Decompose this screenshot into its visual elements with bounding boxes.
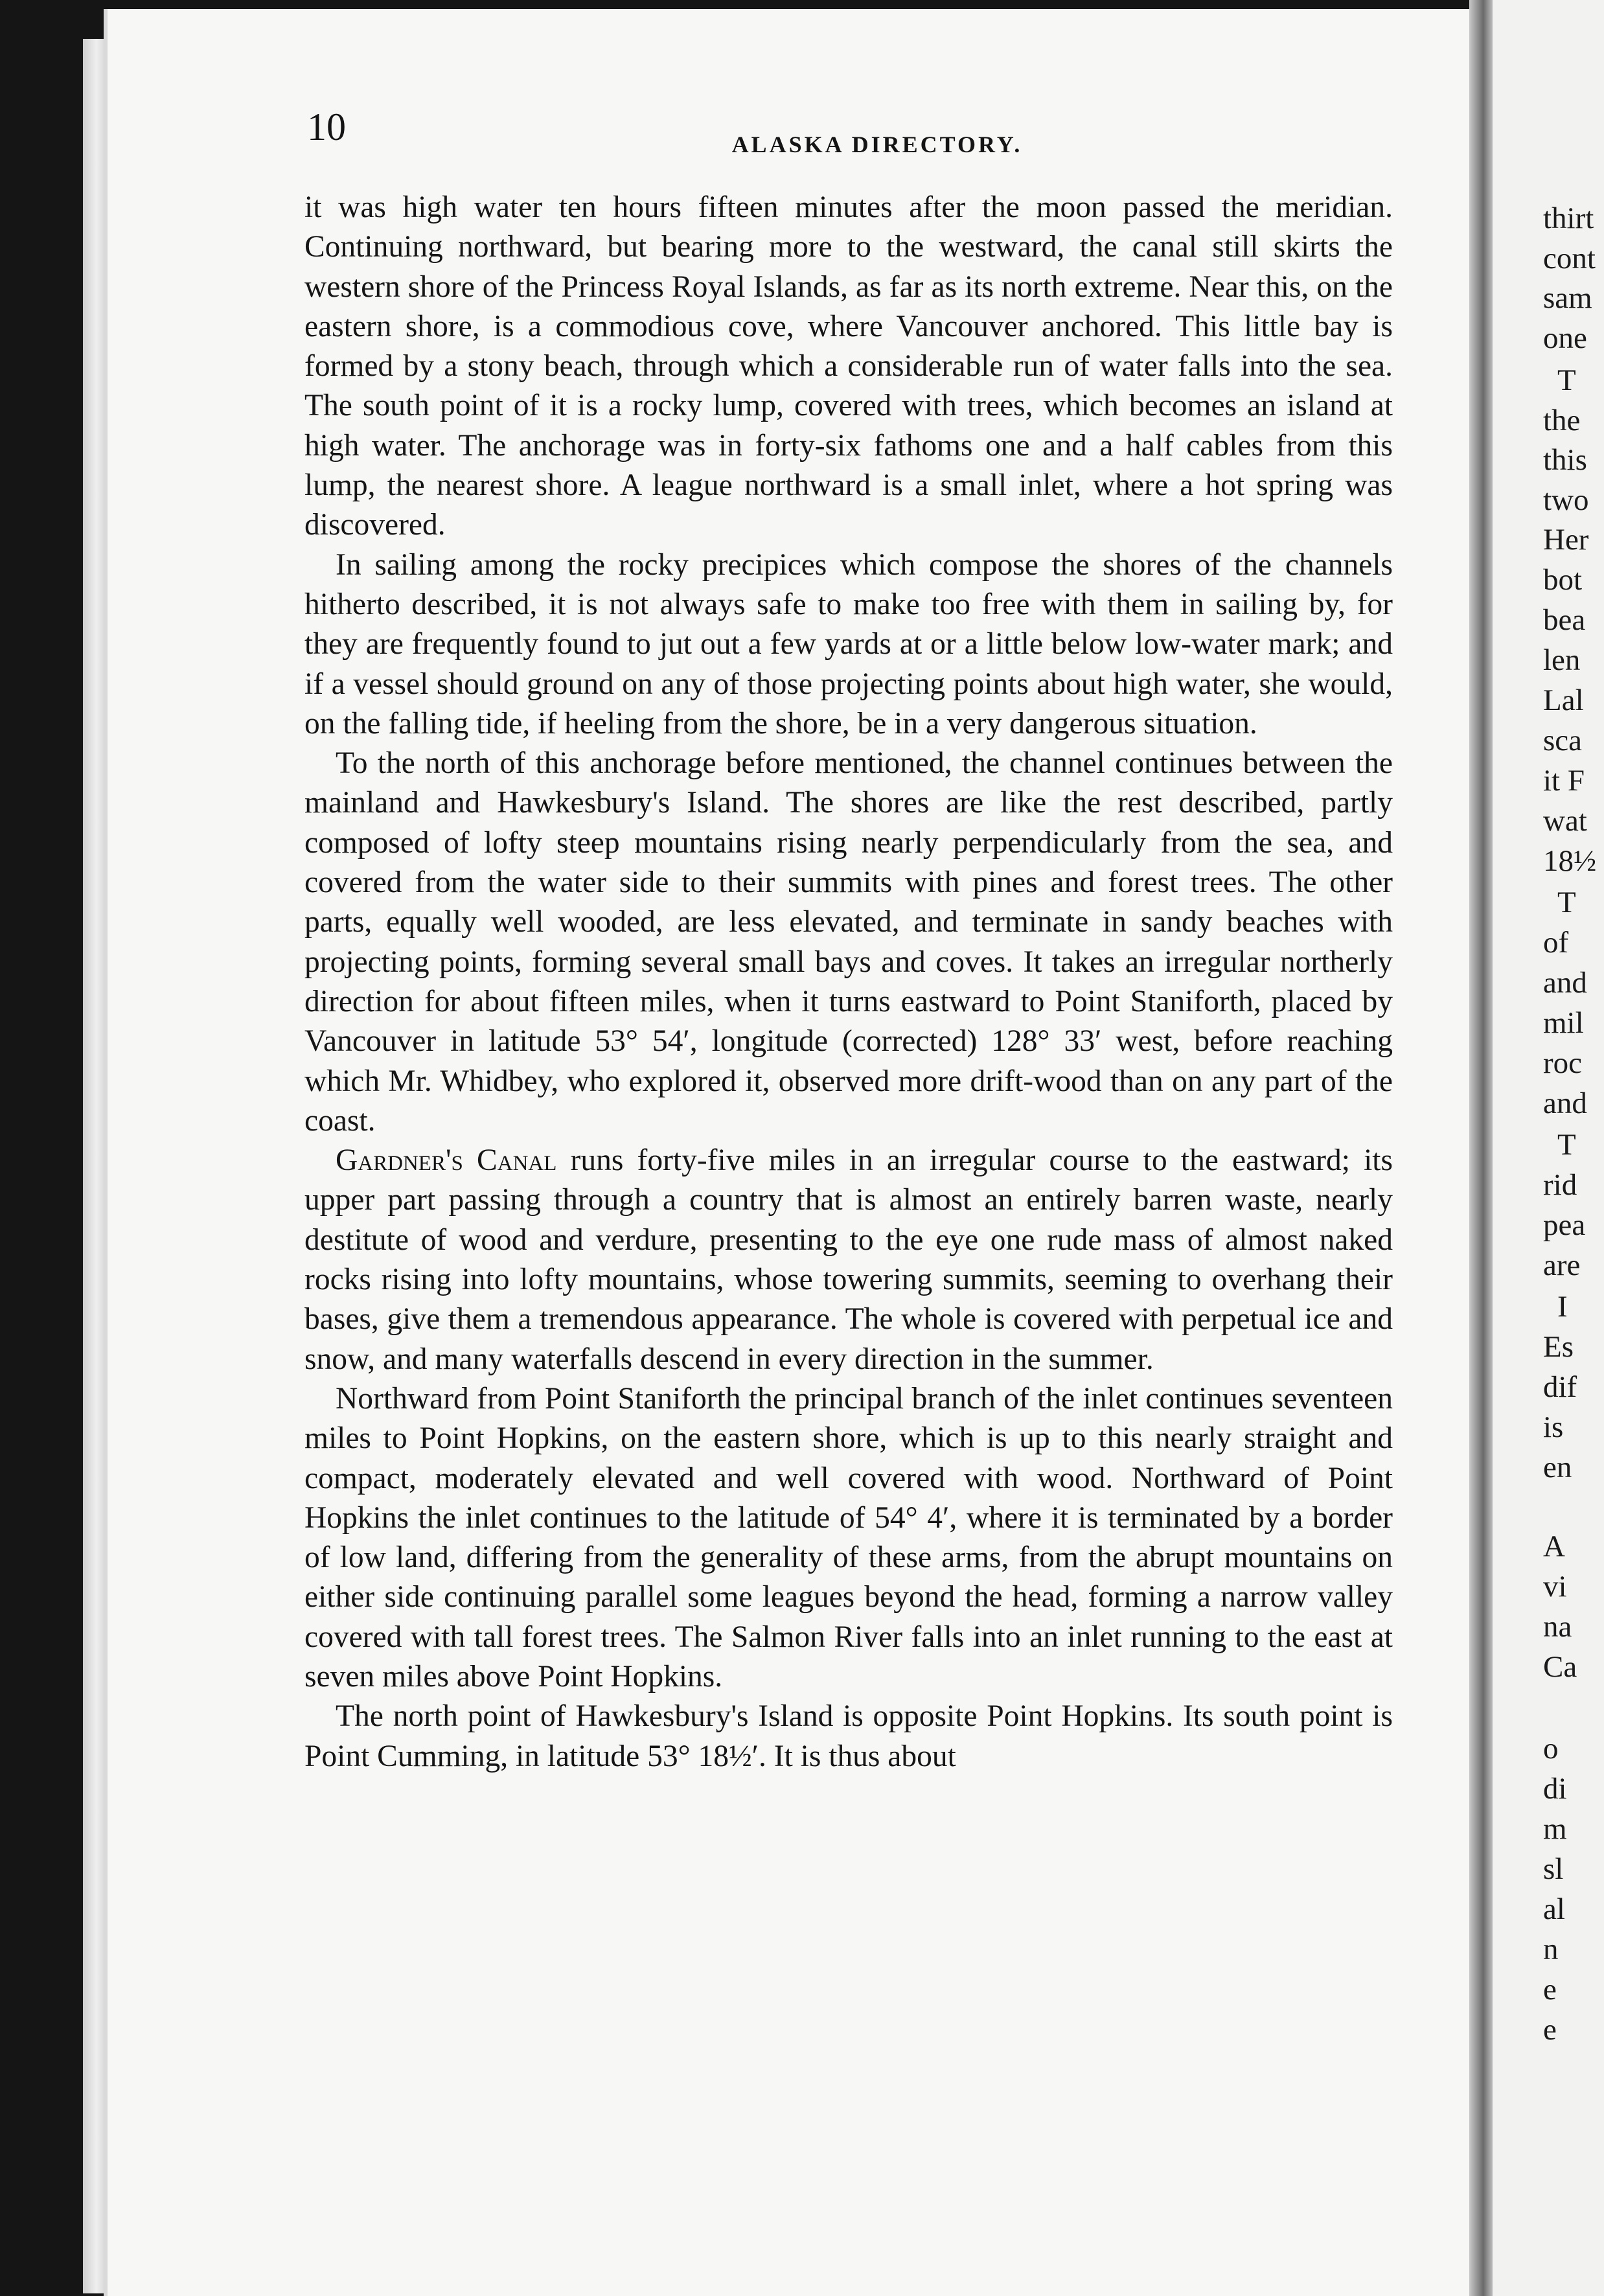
paragraph: it was high water ten hours fifteen minutes after the moon passed the meridian. Continuing northward, but bearing more to the westward, the canal still skirts the western shore of the Princess Royal Islands, as far as its north extreme. Near this, on the eastern shore, is a commodious cove, where Vancouver anchored. This little bay is formed by a stony beach, through which a considerable run of water falls into the sea. The south point of it is a rocky lump, covered with trees, which becomes an island at high water. The anchorage was in forty-six fathoms one and a half cables from this lump, the nearest shore. A league northward is a small inlet, where a hot spring was discovered. — [304, 190, 1393, 542]
facing-text: na — [1543, 1610, 1572, 1644]
body-text — [304, 188, 1393, 1776]
facing-text: two — [1543, 483, 1589, 517]
facing-text: wat — [1543, 804, 1587, 838]
facing-text: and — [1543, 1086, 1587, 1120]
facing-text: I — [1557, 1290, 1568, 1324]
facing-text: mil — [1543, 1006, 1584, 1040]
facing-text: en — [1543, 1451, 1572, 1484]
facing-text: len — [1543, 643, 1581, 677]
book-gutter — [1469, 0, 1493, 2296]
facing-text: 18½ — [1543, 844, 1597, 878]
facing-text: m — [1543, 1812, 1567, 1846]
facing-text: roc — [1543, 1046, 1583, 1080]
facing-text: vi — [1543, 1570, 1567, 1603]
paragraph: The north point of Hawkesbury's Island is opposite Point Hopkins. Its south point is Point Cumming, in latitude 53° 18½′. It is thus about — [304, 1699, 1393, 1773]
paragraph: In sailing among the rocky precipices which compose the shores of the channels hitherto described, it is not always safe to make too free with them in sailing by, for they are frequently found to jut out a few yards at or a little below low-water mark; and if a vessel should ground on any of those projecting points about high water, she would, on the falling tide, if heeling from the shore, be in a very dangerous situation. — [304, 547, 1393, 740]
facing-text: Lal — [1543, 683, 1584, 717]
facing-text: thirt — [1543, 201, 1594, 235]
facing-text: dif — [1543, 1370, 1577, 1404]
running-head: ALASKA DIRECTORY. — [731, 132, 1023, 157]
facing-text: Es — [1543, 1330, 1574, 1364]
facing-text: sam — [1543, 281, 1592, 315]
facing-text: are — [1543, 1248, 1581, 1282]
facing-text: it F — [1543, 764, 1585, 798]
facing-text: e — [1543, 1973, 1557, 2006]
facing-page-fragment — [1493, 0, 1604, 2296]
facing-text: n — [1543, 1933, 1559, 1966]
facing-text: o — [1543, 1732, 1559, 1765]
page-number: 10 — [307, 106, 346, 148]
facing-text: this — [1543, 443, 1587, 477]
facing-text: T — [1557, 1128, 1576, 1162]
paragraph-lead: Gardner's Canal — [336, 1143, 557, 1178]
paragraph: To the north of this anchorage before mentioned, the channel continues between the mainland and Hawkesbury's Island. The shores are like the rest described, partly composed of lofty steep mountains rising nearly perpendicularly from the sea, and covered from the water side to their summits with pines and forest trees. The other parts, equally well wooded, are less elevated, and terminate in sandy beaches with projecting points, forming several small bays and coves. It takes an irregular northerly direction for about fifteen miles, when it turns eastward to Point Staniforth, placed by Vancouver in latitude 53° 54′, longitude (corrected) 128° 33′ west, before reaching which Mr. Whidbey, who explored it, observed more drift-wood than on any part of the coast. — [304, 746, 1393, 1138]
facing-text: the — [1543, 404, 1581, 437]
facing-text: T — [1557, 363, 1576, 397]
facing-text: Ca — [1543, 1650, 1577, 1684]
facing-text: al — [1543, 1892, 1565, 1926]
facing-text: is — [1543, 1410, 1564, 1444]
facing-text: pea — [1543, 1208, 1586, 1242]
facing-text: rid — [1543, 1168, 1577, 1202]
facing-text: cont — [1543, 242, 1596, 275]
facing-text: one — [1543, 321, 1587, 355]
page-header — [307, 105, 1395, 157]
paragraph: Northward from Point Staniforth the principal branch of the inlet continues seventeen miles to Point Hopkins, on the eastern shore, which is up to this nearly straight and compact, moderately elevated and well covered with wood. Northward of Point Hopkins the inlet continues to the latitude of 54° 4′, where it is terminated by a border of low land, differing from the generality of these arms, from the abrupt mountains on either side continuing parallel some leagues beyond the head, forming a narrow valley covered with tall forest trees. The Salmon River falls into an inlet running to the east at seven miles above Point Hopkins. — [304, 1381, 1393, 1693]
facing-text: of — [1543, 926, 1569, 959]
facing-text: di — [1543, 1772, 1567, 1806]
facing-text: sca — [1543, 724, 1583, 757]
facing-text: T — [1557, 886, 1576, 919]
facing-text: sl — [1543, 1852, 1564, 1886]
facing-text: bea — [1543, 603, 1586, 637]
facing-text: bot — [1543, 563, 1583, 597]
facing-text: e — [1543, 2013, 1557, 2047]
paragraph: Gardner's Canal runs forty-five miles in an irregular course to the eastward; its upper part passing through a country that is almost an entirely barren waste, nearly destitute of wood and verdure, presenting to the eye one rude mass of almost naked rocks rising into lofty mountains, whose towering summits, seeming to overhang their bases, give them a tremendous appearance. The whole is covered with perpetual ice and snow, and many waterfalls descend in every direction in the summer. — [304, 1143, 1393, 1376]
facing-text: A — [1543, 1530, 1565, 1563]
facing-text: and — [1543, 966, 1587, 1000]
facing-text: Her — [1543, 523, 1589, 557]
